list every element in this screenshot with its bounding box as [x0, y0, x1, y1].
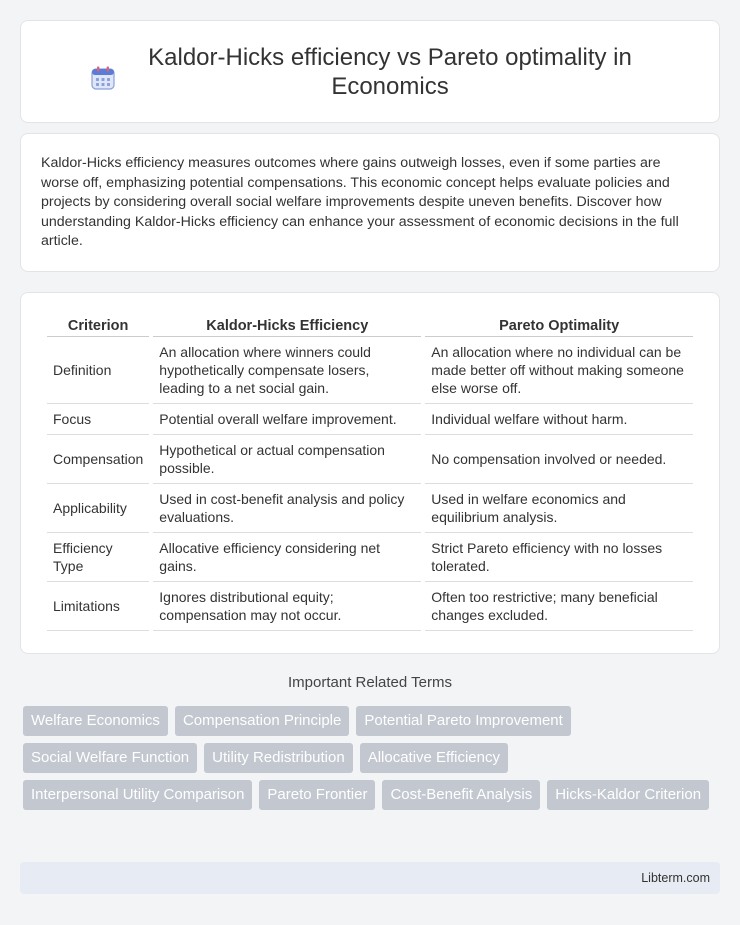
tag-cost-benefit-analysis[interactable]: Cost-Benefit Analysis [382, 780, 540, 810]
title-card [20, 20, 720, 123]
title-wrap [90, 43, 650, 101]
table-row [47, 582, 693, 631]
kaldor-hicks-cell: Hypothetical or actual compensation possible. [153, 435, 421, 484]
tag-potential-pareto-improvement[interactable]: Potential Pareto Improvement [356, 706, 570, 736]
header-kaldor-hicks: Kaldor-Hicks Efficiency [153, 313, 421, 337]
table-header-row [47, 313, 693, 337]
header-pareto: Pareto Optimality [425, 313, 693, 337]
criterion-cell: Compensation [47, 435, 149, 484]
criterion-cell: Limitations [47, 582, 149, 631]
footer [20, 862, 720, 894]
criterion-cell: Definition [47, 337, 149, 404]
tag-pareto-frontier[interactable]: Pareto Frontier [259, 780, 375, 810]
pareto-cell: Strict Pareto efficiency with no losses tolerated. [425, 533, 693, 582]
pareto-cell: Individual welfare without harm. [425, 404, 693, 435]
related-terms-title: Important Related Terms [288, 674, 452, 691]
table-row [47, 337, 693, 404]
criterion-cell: Focus [47, 404, 149, 435]
tag-social-welfare-function[interactable]: Social Welfare Function [23, 743, 197, 773]
header-criterion: Criterion [47, 313, 149, 337]
table-row [47, 533, 693, 582]
kaldor-hicks-cell: Used in cost-benefit analysis and policy evaluations. [153, 484, 421, 533]
related-terms-tags [23, 706, 723, 810]
pareto-cell: No compensation involved or needed. [425, 435, 693, 484]
page-title: Kaldor-Hicks efficiency vs Pareto optimality in Economics [148, 43, 632, 100]
tag-interpersonal-utility-comparison[interactable]: Interpersonal Utility Comparison [23, 780, 252, 810]
kaldor-hicks-cell: Allocative efficiency considering net gains. [153, 533, 421, 582]
criterion-cell: Efficiency Type [47, 533, 149, 582]
table-row [47, 484, 693, 533]
tag-utility-redistribution[interactable]: Utility Redistribution [204, 743, 353, 773]
tag-allocative-efficiency[interactable]: Allocative Efficiency [360, 743, 508, 773]
tag-welfare-economics[interactable]: Welfare Economics [23, 706, 168, 736]
comparison-table [43, 313, 697, 631]
criterion-cell: Applicability [47, 484, 149, 533]
intro-card [20, 133, 720, 272]
pareto-cell: An allocation where no individual can be made better off without making someone else worse off. [425, 337, 693, 404]
comparison-table-card [20, 292, 720, 654]
intro-paragraph: Kaldor-Hicks efficiency measures outcomes where gains outweigh losses, even if some parties are worse off, emphasizing potential compensations. This economic concept helps evaluate policies and projects by considering overall social welfare improvements despite uneven benefits. Discover how understanding Kaldor-Hicks efficiency can enhance your assessment of economic decisions in the full article. [41, 155, 679, 250]
pareto-cell: Used in welfare economics and equilibrium analysis. [425, 484, 693, 533]
pareto-cell: Often too restrictive; many beneficial changes excluded. [425, 582, 693, 631]
table-row [47, 404, 693, 435]
tag-compensation-principle[interactable]: Compensation Principle [175, 706, 349, 736]
footer-brand-link[interactable]: Libterm.com [641, 871, 710, 885]
kaldor-hicks-cell: An allocation where winners could hypothetically compensate losers, leading to a net social gain. [153, 337, 421, 404]
calendar-icon [90, 65, 116, 91]
table-row [47, 435, 693, 484]
tag-hicks-kaldor-criterion[interactable]: Hicks-Kaldor Criterion [547, 780, 709, 810]
kaldor-hicks-cell: Potential overall welfare improvement. [153, 404, 421, 435]
kaldor-hicks-cell: Ignores distributional equity; compensation may not occur. [153, 582, 421, 631]
